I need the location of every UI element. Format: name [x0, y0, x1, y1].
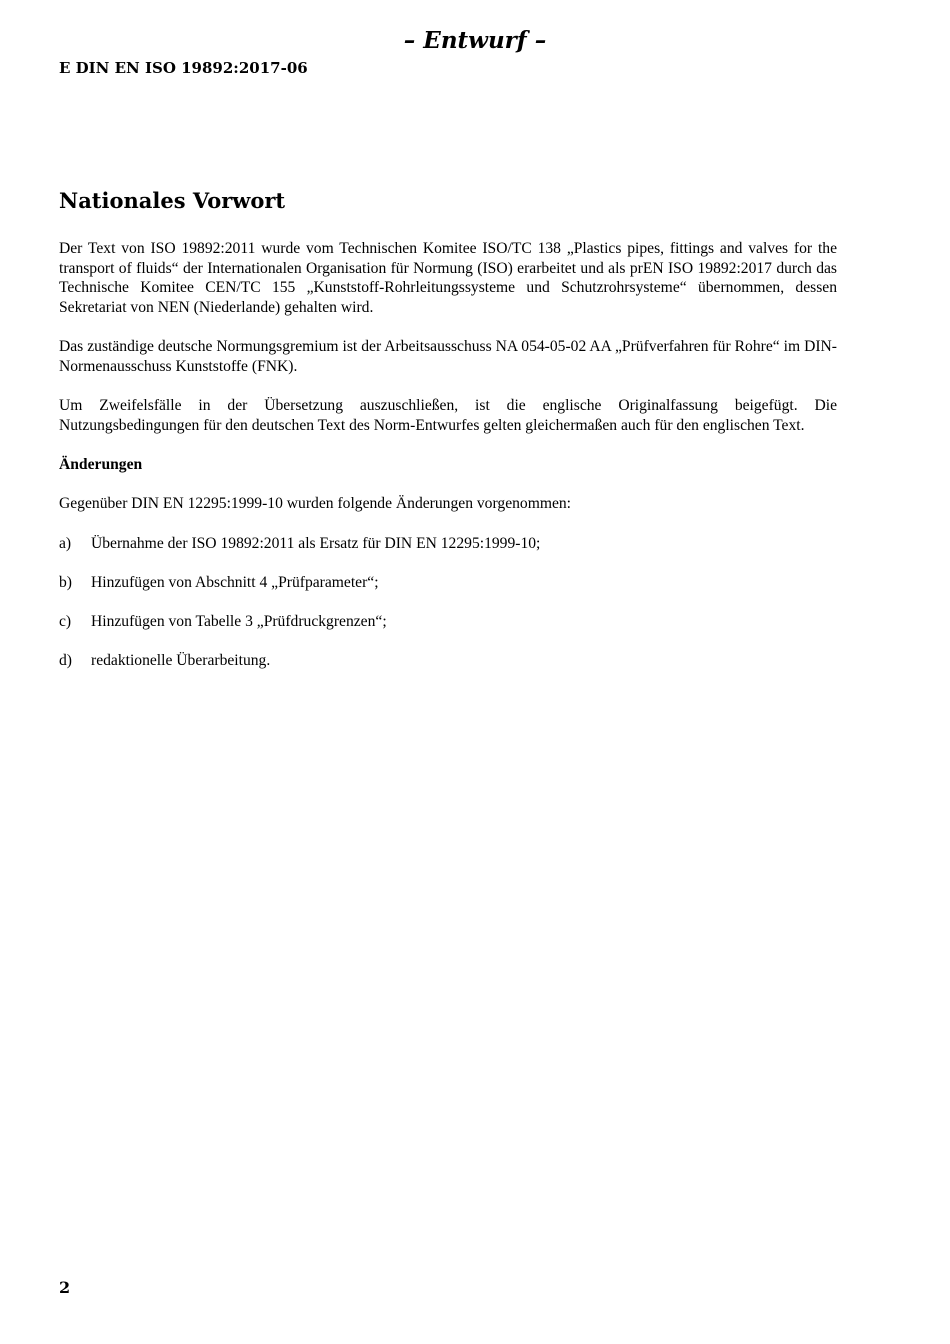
paragraph-committee: Das zuständige deutsche Normungsgremium ist der Arbeitsausschuss NA 054-05-02 AA „Prüfverfahren für Rohre“ im DIN-Normenausschuss Kunststoffe (FNK).	[59, 338, 837, 376]
draft-mark: – Entwurf –	[403, 27, 547, 54]
page-content	[59, 186, 837, 690]
list-item-text: Übernahme der ISO 19892:2011 als Ersatz für DIN EN 12295:1999-10;	[91, 534, 541, 552]
list-item	[59, 534, 837, 554]
list-marker: a)	[59, 534, 72, 552]
document-id: E DIN EN ISO 19892:2017-06	[59, 59, 308, 77]
list-item	[59, 612, 837, 632]
paragraph-translation: Um Zweifelsfälle in der Übersetzung auszuschließen, ist die englische Originalfassung beigefügt. Die Nutzungsbedingungen für den deutschen Text des Norm-Entwurfes gelten gleichermaßen auch für den englischen Text.	[59, 397, 837, 434]
list-item	[59, 651, 837, 671]
list-marker: b)	[59, 573, 72, 591]
list-item	[59, 573, 837, 593]
page-number: 2	[59, 1278, 71, 1297]
changes-list	[59, 534, 837, 671]
changes-intro: Gegenüber DIN EN 12295:1999-10 wurden folgende Änderungen vorgenommen:	[59, 495, 572, 513]
section-heading: Nationales Vorwort	[59, 188, 286, 213]
changes-heading: Änderungen	[59, 456, 143, 474]
list-item-text: Hinzufügen von Abschnitt 4 „Prüfparameter“;	[91, 573, 379, 591]
list-marker: c)	[59, 612, 72, 630]
list-item-text: redaktionelle Überarbeitung.	[91, 652, 271, 670]
list-item-text: Hinzufügen von Tabelle 3 „Prüfdruckgrenzen“;	[91, 612, 387, 630]
list-marker: d)	[59, 652, 72, 670]
paragraph-iso-origin: Der Text von ISO 19892:2011 wurde vom Technischen Komitee ISO/TC 138 „Plastics pipes, fittings and valves for the transport of fluids“ der Internationalen Organisation für Normung (ISO) erarbeitet und als prEN ISO 19892:2017 durch das Technische Komitee CEN/TC 155 „Kunststoff-Rohrleitungssysteme und Schutzrohrsysteme“ übernommen, dessen Sekretariat von NEN (Niederlande) gehalten wird.	[59, 240, 837, 317]
